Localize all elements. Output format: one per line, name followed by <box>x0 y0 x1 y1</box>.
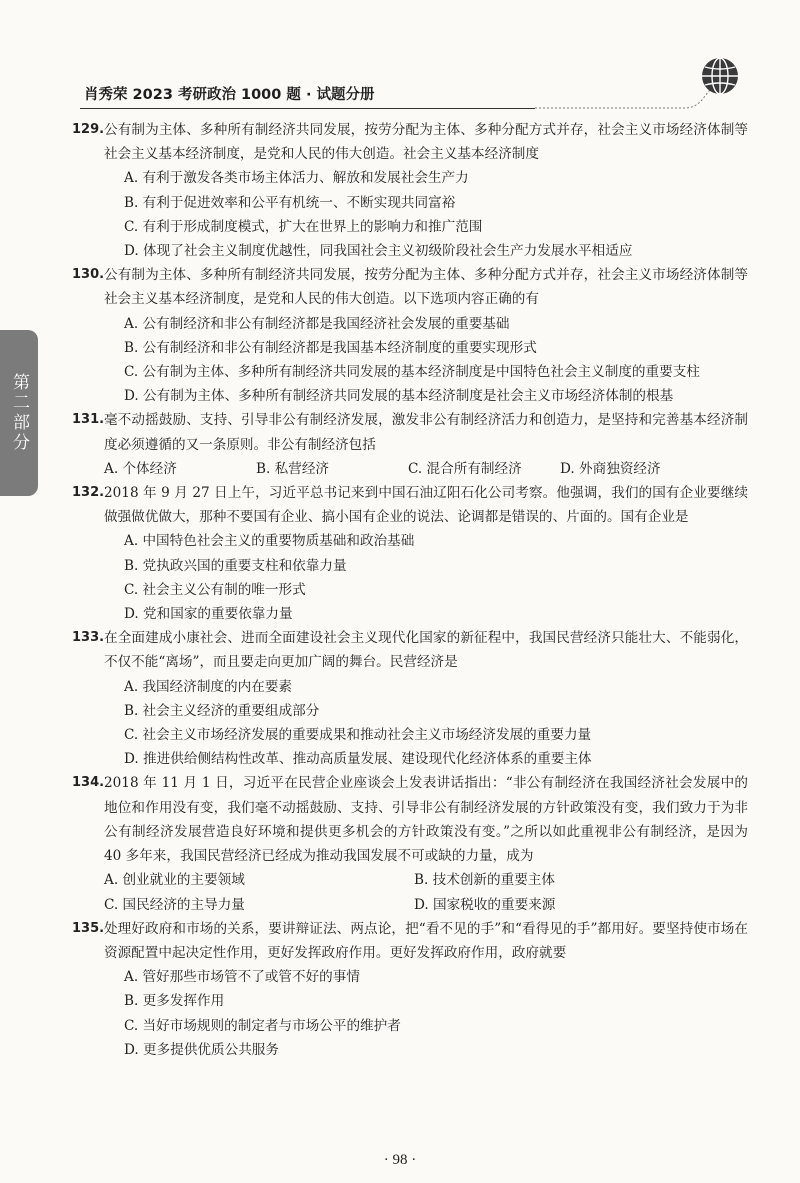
question-stem: 2018 年 9 月 27 日上午，习近平总书记来到中国石油辽阳石化公司考察。他强调，我们的国有企业要继续做强做优做大，那种不要国有企业、搞小国有企业的说法、论调都是错误的、片面的。国有企业是 <box>104 485 748 526</box>
section-tab <box>0 330 38 496</box>
option-d: D. 推进供给侧结构性改革、推动高质量发展、建设现代化经济体系的重要主体 <box>124 751 592 768</box>
option-c: C. 社会主义公有制的唯一形式 <box>124 581 306 598</box>
option-d: D. 公有制为主体、多种所有制经济共同发展的基本经济制度是社会主义市场经济体制的根基 <box>124 388 674 405</box>
question-stem: 在全面建成小康社会、进而全面建设社会主义现代化国家的新征程中，我国民营经济只能壮大、不能弱化，不仅不能“离场”，而且要走向更加广阔的舞台。民营经济是 <box>104 630 748 671</box>
option-c: C. 社会主义市场经济发展的重要成果和推动社会主义市场经济发展的重要力量 <box>124 727 592 744</box>
option-a: A. 有利于激发各类市场主体活力、解放和发展社会生产力 <box>124 170 469 187</box>
question-stem: 处理好政府和市场的关系，要讲辩证法、两点论，把“看不见的手”和“看得见的手”都用好。要坚持使市场在资源配置中起决定性作用，更好发挥政府作用。更好发挥政府作用，政府就要 <box>104 920 748 961</box>
option-b: B. 技术创新的重要主体 <box>414 872 555 889</box>
option-b: B. 更多发挥作用 <box>124 993 225 1010</box>
book-title: 肖秀荣 2023 考研政治 1000 题 · 试题分册 <box>84 87 375 103</box>
option-b: B. 党执政兴国的重要支柱和依靠力量 <box>124 557 347 574</box>
question-number: 135. <box>72 920 105 936</box>
question-129 <box>72 118 748 263</box>
option-b: B. 社会主义经济的重要组成部分 <box>124 702 320 719</box>
question-132 <box>72 481 748 626</box>
question-stem: 2018 年 11 月 1 日，习近平在民营企业座谈会上发表讲话指出：“非公有制经济在我国经济社会发展中的地位和作用没有变，我们毫不动摇鼓励、支持、引导非公有制经济发展的方针政策没有变，我们致力于为非公有制经济发展营造良好环境和提供更多机会的方针政策没有变。”之所以如此重视非公有制经济，是因为 40 多年来，我国民营经济已经成为推动我国发展不可或缺的力量，成为 <box>104 775 748 865</box>
question-number: 131. <box>72 412 105 428</box>
header-dotted-line <box>535 84 715 110</box>
option-b: B. 私营经济 <box>256 460 330 477</box>
options-row <box>78 893 748 917</box>
question-number: 134. <box>72 775 105 791</box>
option-b: B. 有利于促进效率和公平有机统一、不断实现共同富裕 <box>124 194 456 211</box>
question-130 <box>72 263 748 408</box>
option-d: D. 更多提供优质公共服务 <box>124 1041 279 1058</box>
option-a: A. 管好那些市场管不了或管不好的事情 <box>124 969 360 986</box>
option-c: C. 当好市场规则的制定者与市场公平的维护者 <box>124 1017 401 1034</box>
question-number: 129. <box>72 122 105 137</box>
option-c: C. 国民经济的主导力量 <box>104 896 245 913</box>
option-d: D. 外商独资经济 <box>560 460 661 477</box>
option-a: A. 中国特色社会主义的重要物质基础和政治基础 <box>124 533 415 550</box>
option-d: D. 体现了社会主义制度优越性，同我国社会主义初级阶段社会生产力发展水平相适应 <box>124 243 633 260</box>
option-d: D. 党和国家的重要依靠力量 <box>124 606 293 623</box>
section-tab-label: 第二部分 <box>9 373 29 453</box>
question-133 <box>72 626 748 771</box>
options-row <box>78 457 748 481</box>
option-d: D. 国家税收的重要来源 <box>414 896 556 913</box>
question-number: 130. <box>72 267 105 283</box>
question-number: 133. <box>72 630 105 646</box>
question-131 <box>72 408 748 481</box>
question-stem: 公有制为主体、多种所有制经济共同发展，按劳分配为主体、多种分配方式并存，社会主义市场经济体制等社会主义基本经济制度，是党和人民的伟大创造。社会主义基本经济制度 <box>104 122 748 163</box>
option-a: A. 公有制经济和非公有制经济都是我国经济社会发展的重要基础 <box>124 315 510 332</box>
question-134 <box>72 771 748 916</box>
page-header <box>80 78 740 108</box>
question-number: 132. <box>72 485 105 501</box>
question-stem: 公有制为主体、多种所有制经济共同发展，按劳分配为主体、多种分配方式并存，社会主义市场经济体制等社会主义基本经济制度，是党和人民的伟大创造。以下选项内容正确的有 <box>104 267 748 308</box>
header-rule <box>80 108 535 109</box>
page-number: · 98 · <box>383 1152 417 1168</box>
option-a: A. 我国经济制度的内在要素 <box>124 678 292 695</box>
option-c: C. 有利于形成制度模式，扩大在世界上的影响力和推广范围 <box>124 218 483 235</box>
question-135 <box>72 917 748 1062</box>
options-row <box>78 868 748 892</box>
option-c: C. 公有制为主体、多种所有制经济共同发展的基本经济制度是中国特色社会主义制度的重要支柱 <box>124 364 700 381</box>
option-c: C. 混合所有制经济 <box>408 460 522 477</box>
option-a: A. 个体经济 <box>104 460 177 477</box>
question-stem: 毫不动摇鼓励、支持、引导非公有制经济发展，激发非公有制经济活力和创造力，是坚持和完善基本经济制度必须遵循的又一条原则。非公有制经济包括 <box>104 412 748 453</box>
option-a: A. 创业就业的主要领域 <box>104 872 245 889</box>
question-list <box>72 118 748 1062</box>
globe-icon <box>700 56 740 96</box>
option-b: B. 公有制经济和非公有制经济都是我国基本经济制度的重要实现形式 <box>124 339 537 356</box>
